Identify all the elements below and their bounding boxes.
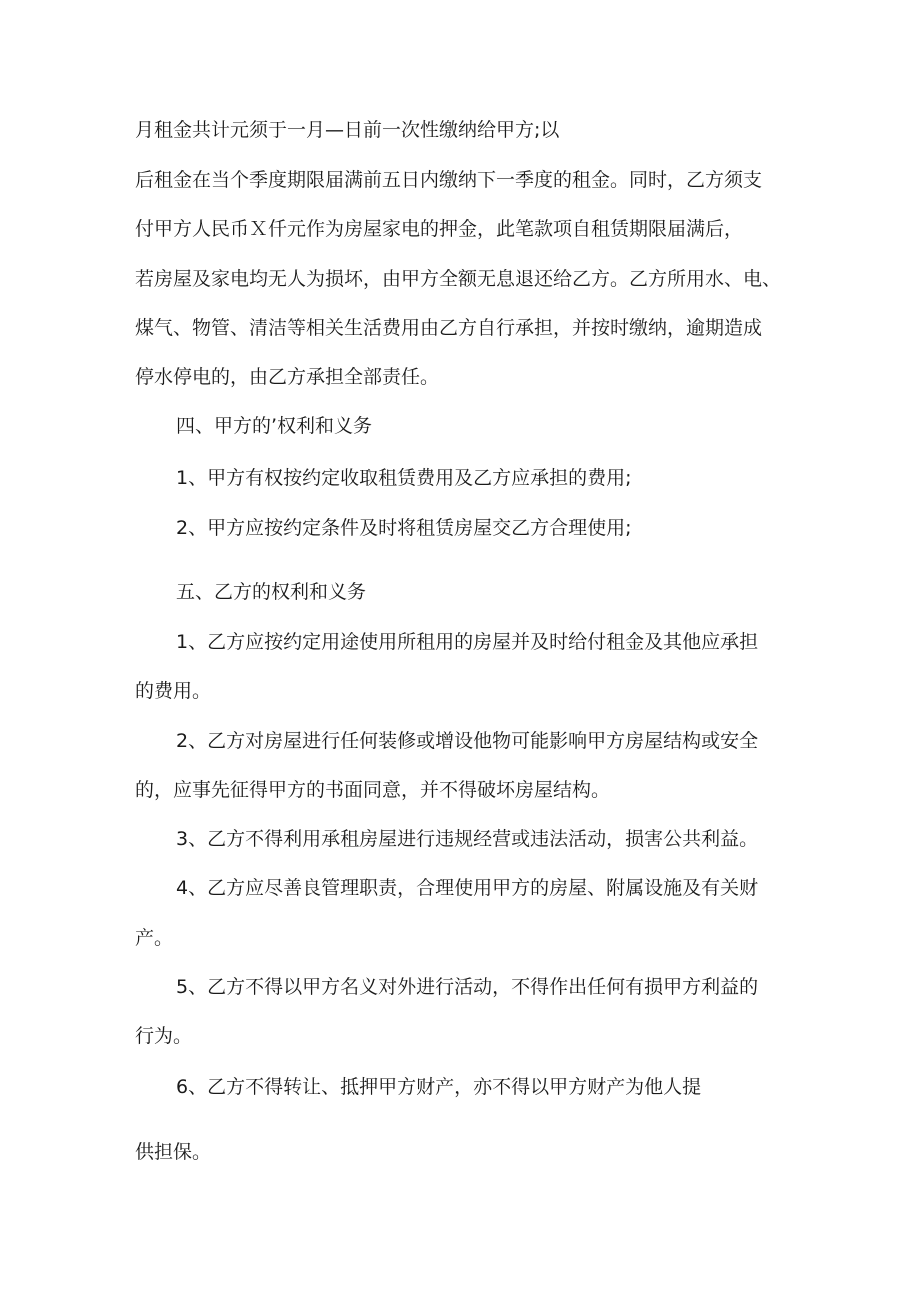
text-line: 煤气、物管、清洁等相关生活费用由乙方自行承担，并按时缴纳，逾期造成 xyxy=(135,317,763,339)
clause-continuation: 行为。 xyxy=(135,1025,193,1047)
clause-item: 1、乙方应按约定用途使用所租用的房屋并及时给付租金及其他应承担 xyxy=(176,631,759,653)
clause-continuation: 的，应事先征得甲方的书面同意，并不得破坏房屋结构。 xyxy=(135,779,611,801)
text-line: 后租金在当个季度期限届满前五日内缴纳下一季度的租金。同时，乙方须支 xyxy=(135,169,763,191)
clause-continuation: 产。 xyxy=(135,927,174,949)
clause-item: 5、乙方不得以甲方名义对外进行活动，不得作出任何有损甲方利益的 xyxy=(176,976,759,998)
clause-item: 2、乙方对房屋进行任何装修或增设他物可能影响甲方房屋结构或安全 xyxy=(176,730,759,752)
clause-continuation: 供担保。 xyxy=(135,1141,212,1163)
text-line: 若房屋及家电均无人为损坏，由甲方全额无息退还给乙方。乙方所用水、电、 xyxy=(135,268,782,290)
clause-item: 4、乙方应尽善良管理职责，合理使用甲方的房屋、附属设施及有关财 xyxy=(176,877,759,899)
clause-item: 3、乙方不得利用承租房屋进行违规经营或违法活动，损害公共利益。 xyxy=(176,828,759,850)
clause-item: 2、甲方应按约定条件及时将租赁房屋交乙方合理使用; xyxy=(176,517,632,539)
text-line: 付甲方人民币Ｘ仟元作为房屋家电的押金，此笔款项自租赁期限届满后， xyxy=(135,218,744,240)
text-line: 月租金共计元须于一月—日前一次性缴纳给甲方;以 xyxy=(135,119,560,141)
section-heading: 四、甲方的’权利和义务 xyxy=(176,415,373,437)
clause-continuation: 的费用。 xyxy=(135,680,212,702)
section-heading: 五、乙方的权利和义务 xyxy=(176,581,367,603)
text-line: 停水停电的，由乙方承担全部责任。 xyxy=(135,366,440,388)
clause-item: 1、甲方有权按约定收取租赁费用及乙方应承担的费用; xyxy=(176,467,632,489)
clause-item: 6、乙方不得转让、抵押甲方财产，亦不得以甲方财产为他人提 xyxy=(176,1076,702,1098)
